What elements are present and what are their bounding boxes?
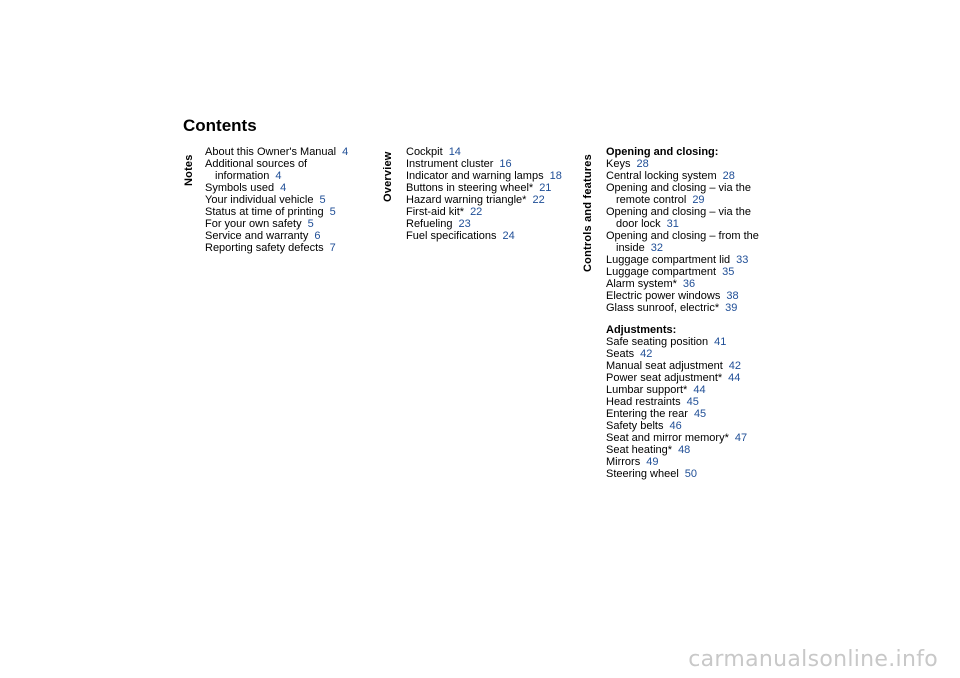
toc-entry-title: Service and warranty: [205, 230, 309, 242]
toc-entry[interactable]: [406, 170, 562, 182]
toc-entry[interactable]: [606, 348, 759, 360]
toc-page-link[interactable]: 5: [329, 206, 336, 218]
toc-entry[interactable]: [606, 396, 759, 408]
toc-page-link[interactable]: 39: [725, 302, 738, 314]
toc-entry-title: Opening and closing – via the: [606, 182, 751, 194]
toc-entry-title: Central locking system: [606, 170, 717, 182]
toc-page-link[interactable]: 31: [666, 218, 679, 230]
toc-column-overview: [406, 146, 562, 242]
toc-entry-title: First-aid kit*: [406, 206, 465, 218]
toc-page-link[interactable]: 50: [684, 468, 698, 480]
toc-entry[interactable]: [406, 230, 562, 242]
toc-entry-title: Hazard warning triangle*: [406, 194, 527, 206]
toc-entry-title: Glass sunroof, electric*: [606, 302, 720, 314]
toc-entry-continuation: [606, 194, 759, 206]
toc-entry[interactable]: [606, 182, 759, 206]
toc-page-link[interactable]: 42: [728, 360, 742, 372]
toc-entry[interactable]: [606, 432, 759, 444]
toc-page-link[interactable]: 16: [499, 158, 512, 170]
toc-entry-title: Indicator and warning lamps: [406, 170, 544, 182]
toc-entry[interactable]: [606, 230, 759, 254]
toc-entry-title: Luggage compartment lid: [606, 254, 731, 266]
toc-entry[interactable]: [606, 468, 759, 480]
toc-page-link[interactable]: 6: [314, 230, 321, 242]
toc-entry-continuation-text: remote control: [616, 194, 687, 206]
toc-entry[interactable]: [606, 336, 759, 348]
toc-entry[interactable]: [205, 182, 348, 194]
toc-page-link[interactable]: 41: [714, 336, 727, 348]
toc-page-link[interactable]: 22: [470, 206, 483, 218]
toc-group-heading: Opening and closing:: [606, 146, 719, 158]
toc-page-link[interactable]: 47: [734, 432, 748, 444]
toc-entry-title: Seats: [606, 348, 635, 360]
toc-entry[interactable]: [205, 158, 348, 182]
toc-entry[interactable]: [205, 206, 348, 218]
toc-page-link[interactable]: 23: [458, 218, 471, 230]
toc-entry-title: Power seat adjustment*: [606, 372, 723, 384]
toc-page-link[interactable]: 32: [650, 242, 663, 254]
toc-entry[interactable]: [606, 444, 759, 456]
toc-page-link[interactable]: 36: [682, 278, 696, 290]
toc-entry-title: Mirrors: [606, 456, 641, 468]
toc-page-link[interactable]: 38: [726, 290, 739, 302]
toc-entry-continuation: [606, 242, 759, 254]
toc-entry-title: About this Owner's Manual: [205, 146, 337, 158]
toc-page-link[interactable]: 35: [722, 266, 735, 278]
toc-entry[interactable]: [205, 146, 348, 158]
toc-entry[interactable]: [205, 218, 348, 230]
toc-entry[interactable]: [606, 170, 759, 182]
section-label-overview: Overview: [382, 151, 394, 202]
toc-entry-title: Opening and closing – from the: [606, 230, 759, 242]
toc-page-link[interactable]: 44: [693, 384, 706, 396]
toc-entry-title: Fuel specifications: [406, 230, 497, 242]
toc-entry-title: Reporting safety defects: [205, 242, 324, 254]
toc-page-link[interactable]: 46: [669, 420, 682, 432]
toc-page-link[interactable]: 48: [678, 444, 691, 456]
toc-entry-continuation: [205, 170, 348, 182]
toc-entry-continuation: [606, 218, 759, 230]
toc-page-link[interactable]: 22: [532, 194, 545, 206]
toc-page-link[interactable]: 18: [549, 170, 562, 182]
toc-entry-title: Manual seat adjustment: [606, 360, 723, 372]
toc-entry-title: Luggage compartment: [606, 266, 717, 278]
toc-entry-title: Entering the rear: [606, 408, 688, 420]
toc-entry[interactable]: [606, 290, 759, 302]
toc-entry-title: Alarm system*: [606, 278, 677, 290]
toc-page-link[interactable]: 4: [342, 146, 349, 158]
toc-page-link[interactable]: 4: [275, 170, 282, 182]
toc-entry-title: Safety belts: [606, 420, 664, 432]
toc-page-link[interactable]: 5: [319, 194, 326, 206]
toc-entry-title: Steering wheel: [606, 468, 679, 480]
section-label-controls: Controls and features: [582, 154, 594, 272]
toc-entry-title: Seat heating*: [606, 444, 673, 456]
toc-entry[interactable]: [606, 408, 759, 420]
toc-entry[interactable]: [606, 278, 759, 290]
toc-entry-title: Keys: [606, 158, 631, 170]
toc-entry-title: Instrument cluster: [406, 158, 494, 170]
toc-entry[interactable]: [606, 420, 759, 432]
toc-page-link[interactable]: 7: [329, 242, 336, 254]
toc-entry-title: Head restraints: [606, 396, 681, 408]
toc-page-link[interactable]: 21: [539, 182, 552, 194]
toc-page-link[interactable]: 44: [728, 372, 741, 384]
section-label-notes: Notes: [183, 154, 195, 186]
toc-entry[interactable]: [205, 194, 348, 206]
toc-entry-title: Electric power windows: [606, 290, 721, 302]
toc-page-link[interactable]: 5: [307, 218, 314, 230]
toc-page-link[interactable]: 45: [686, 396, 699, 408]
toc-entry-continuation-text: door lock: [616, 218, 661, 230]
toc-entry-title: Safe seating position: [606, 336, 709, 348]
group-spacer: [606, 314, 759, 324]
toc-entry-title: Status at time of printing: [205, 206, 324, 218]
toc-entry-continuation-text: inside: [616, 242, 645, 254]
toc-entry[interactable]: [606, 372, 759, 384]
toc-entry-title: Your individual vehicle: [205, 194, 314, 206]
toc-entry-title: Seat and mirror memory*: [606, 432, 729, 444]
toc-page-link[interactable]: 33: [736, 254, 749, 266]
toc-entry-title: Refueling: [406, 218, 453, 230]
toc-entry[interactable]: [606, 384, 759, 396]
toc-entry-title: Additional sources of: [205, 158, 308, 170]
toc-entry[interactable]: [406, 194, 562, 206]
toc-page-link[interactable]: 45: [693, 408, 707, 420]
toc-entry-title: Opening and closing – via the: [606, 206, 751, 218]
toc-entry[interactable]: [606, 206, 759, 230]
toc-column-controls: [606, 146, 759, 480]
toc-entry[interactable]: [606, 360, 759, 372]
toc-entry[interactable]: [406, 218, 562, 230]
toc-column-notes: [205, 146, 348, 254]
toc-entry-title: Symbols used: [205, 182, 275, 194]
toc-page-link[interactable]: 28: [722, 170, 735, 182]
toc-page-link[interactable]: 28: [636, 158, 649, 170]
toc-group-heading: Adjustments:: [606, 324, 677, 336]
toc-entry[interactable]: [406, 182, 562, 194]
toc-entry-title: Buttons in steering wheel*: [406, 182, 534, 194]
toc-page-link[interactable]: 29: [692, 194, 705, 206]
toc-entry-title: Lumbar support*: [606, 384, 688, 396]
toc-entry[interactable]: [205, 242, 348, 254]
toc-page-link[interactable]: 49: [646, 456, 659, 468]
toc-entry[interactable]: [606, 254, 759, 266]
toc-entry[interactable]: [406, 158, 562, 170]
toc-page-link[interactable]: 24: [502, 230, 515, 242]
toc-page-link[interactable]: 42: [640, 348, 653, 360]
toc-entry[interactable]: [606, 158, 759, 170]
toc-entry-title: For your own safety: [205, 218, 302, 230]
toc-entry[interactable]: [606, 456, 759, 468]
watermark: carmanualsonline.info: [688, 647, 938, 672]
toc-entry[interactable]: [606, 302, 759, 314]
toc-entry[interactable]: [205, 230, 348, 242]
toc-entry-title: Cockpit: [406, 146, 443, 158]
toc-entry[interactable]: [406, 206, 562, 218]
toc-entry-continuation-text: information: [215, 170, 270, 182]
toc-page-link[interactable]: 14: [448, 146, 461, 158]
toc-entry[interactable]: [606, 266, 759, 278]
toc-page-link[interactable]: 4: [280, 182, 287, 194]
toc-entry[interactable]: [406, 146, 562, 158]
page-title: Contents: [183, 116, 257, 135]
